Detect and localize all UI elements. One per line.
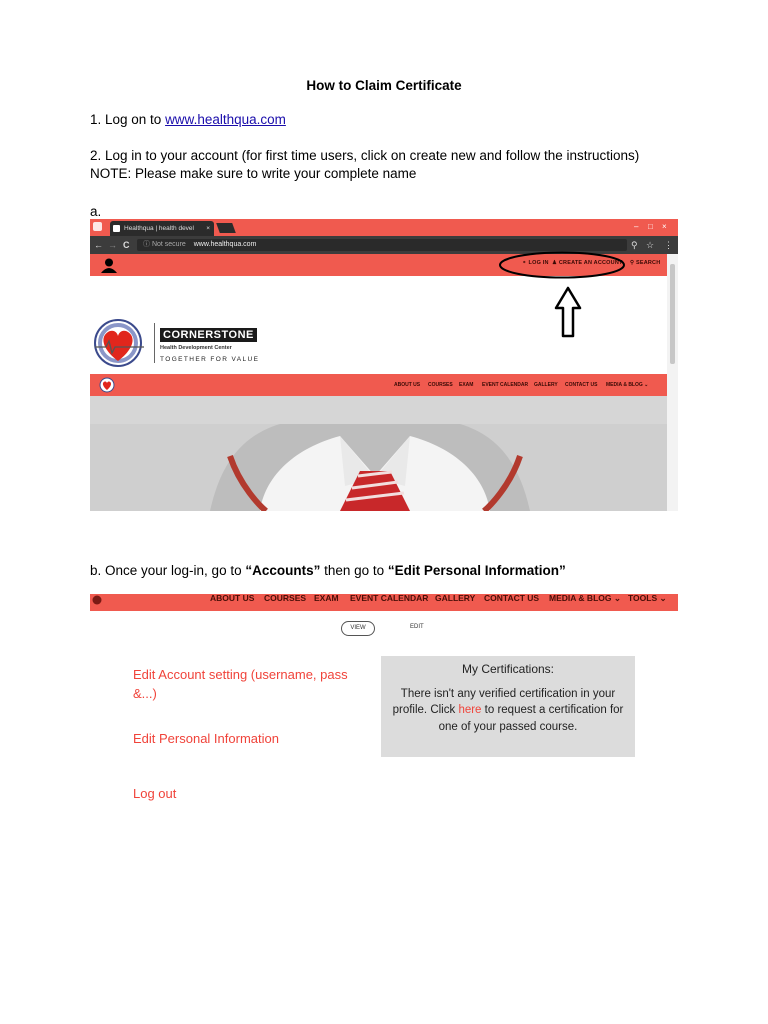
edit-personal-information-link[interactable]: Edit Personal Information: [133, 731, 279, 746]
reload-icon[interactable]: C: [123, 240, 130, 250]
up-arrow-icon: [554, 286, 582, 338]
step-b-text-2: then go to: [320, 563, 388, 578]
menu-media-blog-b[interactable]: MEDIA & BLOG ⌄: [549, 594, 621, 603]
close-window-icon[interactable]: ×: [662, 222, 667, 231]
menu-courses[interactable]: COURSES: [428, 382, 453, 388]
zoom-icon[interactable]: ⚲: [631, 240, 638, 250]
step-b-text-1: b. Once your log-in, go to: [90, 563, 246, 578]
request-certification-link[interactable]: here: [458, 704, 482, 716]
tab-title: Healthqua | health devel: [124, 225, 194, 232]
step-b: [90, 562, 566, 580]
label-a: a.: [90, 204, 102, 219]
new-tab-button[interactable]: [216, 223, 236, 233]
cornerstone-logo-icon: [92, 317, 148, 369]
url-text: www.healthqua.com: [193, 241, 257, 248]
menu-about-us[interactable]: ABOUT US: [394, 382, 421, 388]
menu-about-us-b[interactable]: ABOUT US: [210, 594, 255, 603]
bookmark-star-icon[interactable]: ☆: [646, 240, 655, 250]
browser-app-icon: [93, 222, 102, 231]
certifications-text-1: There isn't any verified certification in your profile. Click: [392, 687, 616, 716]
healthqua-link[interactable]: www.healthqua.com: [165, 112, 286, 127]
step-1-text: 1. Log on to: [90, 112, 166, 127]
doctor-with-stethoscope-image: [90, 396, 667, 511]
browser-tab[interactable]: [110, 221, 214, 236]
edit-account-setting-link[interactable]: Edit Account setting (username, pass &...): [133, 667, 348, 701]
search-link[interactable]: ⚲ SEARCH: [630, 260, 661, 266]
menu-exam-b[interactable]: EXAM: [314, 594, 339, 603]
menu-contact-us[interactable]: CONTACT US: [565, 382, 598, 388]
menu-logo-icon[interactable]: [99, 377, 115, 393]
tab-close-icon[interactable]: ×: [206, 225, 210, 232]
site-main-menu: [90, 374, 667, 396]
certifications-title: My Certifications:: [461, 662, 555, 676]
my-certifications-box: [381, 656, 635, 757]
menu-exam[interactable]: EXAM: [459, 382, 474, 388]
certifications-text-2: to request a certification for one of your passed course.: [438, 704, 624, 733]
user-icon[interactable]: [101, 258, 117, 273]
brand-subtitle: Health Development Center: [160, 345, 232, 351]
maximize-icon[interactable]: □: [648, 222, 653, 231]
certifications-message: [391, 686, 625, 736]
create-account-highlight-ellipse: [498, 250, 626, 280]
brand-name: CORNERSTONE: [160, 328, 257, 342]
menu-logo-icon-b[interactable]: [92, 595, 102, 605]
hero-image: [90, 396, 667, 511]
step-1: [90, 111, 286, 129]
login-link[interactable]: ⚬ LOG IN: [522, 260, 549, 266]
step-b-edit-personal: “Edit Personal Information”: [387, 563, 566, 578]
step-2: 2. Log in to your account (for first time users, click on create new and follow the instructions): [90, 148, 640, 163]
edit-tab[interactable]: EDIT: [410, 624, 424, 630]
back-icon[interactable]: ←: [94, 240, 103, 250]
menu-event-calendar[interactable]: EVENT CALENDAR: [482, 382, 529, 388]
menu-tools-b[interactable]: TOOLS ⌄: [628, 594, 667, 603]
menu-event-calendar-b[interactable]: EVENT CALENDAR: [350, 594, 429, 603]
account-site-menu: [90, 594, 678, 611]
tab-favicon: [113, 225, 120, 232]
browser-menu-icon[interactable]: ⋮: [664, 240, 673, 250]
forward-icon[interactable]: →: [108, 240, 117, 250]
menu-courses-b[interactable]: COURSES: [264, 594, 307, 603]
view-button[interactable]: VIEW: [341, 621, 375, 636]
menu-gallery[interactable]: GALLERY: [534, 382, 558, 388]
menu-media-blog[interactable]: MEDIA & BLOG ⌄: [606, 382, 649, 388]
scrollbar[interactable]: [667, 254, 678, 511]
menu-contact-us-b[interactable]: CONTACT US: [484, 594, 540, 603]
step-b-accounts: “Accounts”: [245, 563, 321, 578]
logout-link[interactable]: Log out: [133, 786, 177, 801]
screenshot-homepage: [90, 219, 678, 511]
not-secure-label: ⓘ Not secure: [143, 241, 186, 248]
doc-title: How to Claim Certificate: [306, 78, 462, 93]
create-account-link[interactable]: ♟ CREATE AN ACCOUNT: [552, 260, 623, 266]
minimize-icon[interactable]: –: [634, 222, 639, 231]
logo-divider: [154, 323, 155, 363]
brand-tagline: TOGETHER FOR VALUE: [160, 356, 260, 363]
menu-gallery-b[interactable]: GALLERY: [435, 594, 476, 603]
note: NOTE: Please make sure to write your complete name: [90, 166, 417, 181]
scrollbar-thumb[interactable]: [670, 264, 675, 364]
